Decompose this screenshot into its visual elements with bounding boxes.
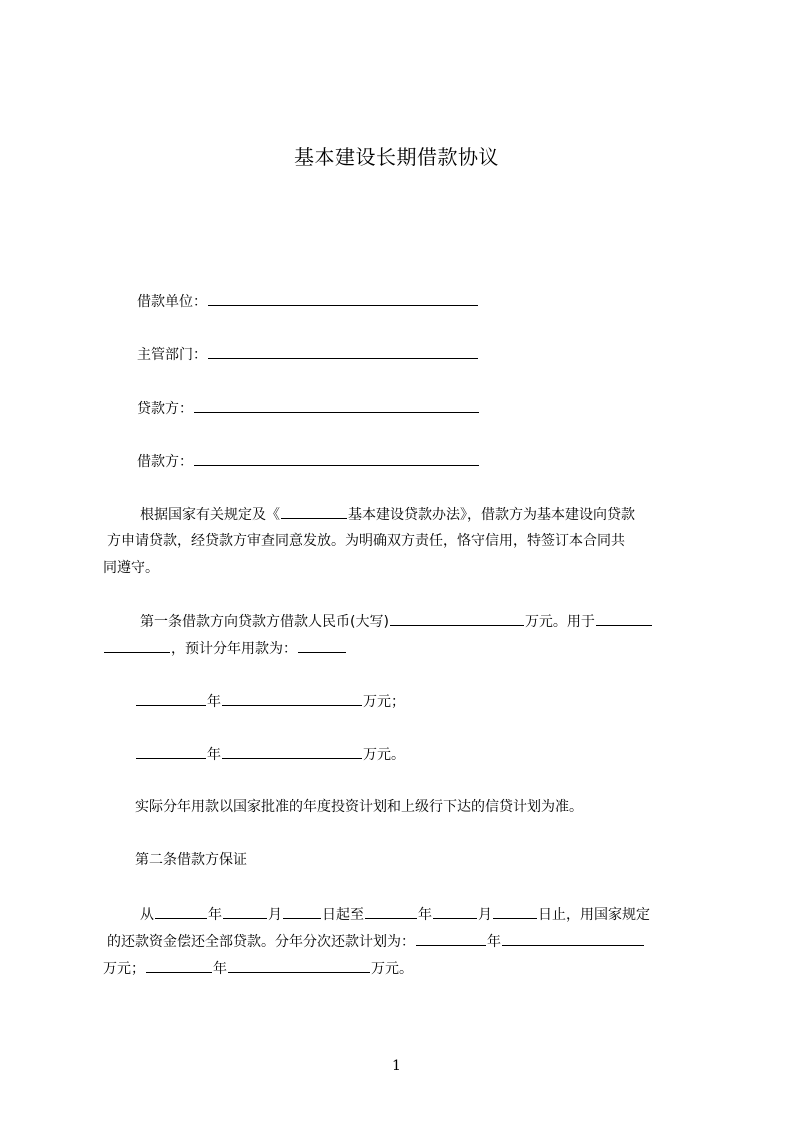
supervisor-blank[interactable] — [208, 344, 478, 359]
article1-note: 实际分年用款以国家批准的年度投资计划和上级行下达的信贷计划为准。 — [135, 799, 583, 815]
article1-line-2 — [103, 638, 347, 659]
annual-use-row-2 — [135, 744, 405, 765]
lender-label: 贷款方： — [137, 401, 193, 417]
article1-text-2: 万元。用于 — [524, 614, 595, 630]
article2-line-2 — [107, 931, 645, 952]
intro-line-2: 方申请贷款，经贷款方审查同意发放。为明确双方责任，恪守信用，特签订本合同共 — [107, 533, 625, 549]
borrower-unit-field — [137, 291, 479, 312]
year-1-label: 年 — [207, 694, 221, 710]
start-year-blank[interactable] — [155, 904, 207, 919]
document-title: 基本建设长期借款协议 — [294, 145, 499, 169]
year-2-label: 年 — [207, 747, 221, 763]
borrower-label: 借款方： — [137, 454, 193, 470]
start-year-label: 年 — [208, 907, 222, 923]
loan-amount-blank[interactable] — [390, 611, 524, 626]
repayment-plan-text: 的还款资金偿还全部贷款。分年分次还款计划为： — [107, 934, 415, 950]
from-label: 从 — [140, 907, 154, 923]
repay-amount-2-unit: 万元。 — [371, 961, 413, 977]
article2-line-3 — [103, 958, 413, 979]
repay-amount-1-unit: 万元； — [103, 961, 145, 977]
page-number: 1 — [392, 1058, 401, 1074]
supervisor-label: 主管部门： — [137, 347, 207, 363]
article1-text-3: ，预计分年用款为： — [171, 641, 297, 657]
start-day-label: 日起至 — [322, 907, 364, 923]
borrower-unit-blank[interactable] — [208, 291, 478, 306]
borrower-field — [137, 451, 480, 472]
year-1-blank[interactable] — [136, 691, 206, 706]
loan-purpose-blank[interactable] — [596, 611, 652, 626]
amount-1-blank[interactable] — [222, 691, 362, 706]
end-month-blank[interactable] — [433, 904, 477, 919]
borrower-unit-label: 借款单位： — [137, 294, 207, 310]
loan-purpose-blank-2[interactable] — [104, 638, 170, 653]
lender-blank[interactable] — [194, 398, 479, 413]
article1-line-1 — [140, 611, 653, 632]
intro-text-1: 根据国家有关规定及《 — [140, 507, 280, 523]
start-month-label: 月 — [268, 907, 282, 923]
start-day-blank[interactable] — [283, 904, 321, 919]
end-year-label: 年 — [418, 907, 432, 923]
annual-use-blank[interactable] — [298, 638, 346, 653]
article1-text-1: 第一条借款方向贷款方借款人民币(大写) — [140, 614, 389, 630]
borrower-blank[interactable] — [194, 451, 479, 466]
amount-2-unit: 万元。 — [363, 747, 405, 763]
repay-year-1-blank[interactable] — [416, 931, 486, 946]
repay-year-1-label: 年 — [487, 934, 501, 950]
end-month-label: 月 — [478, 907, 492, 923]
year-2-blank[interactable] — [136, 744, 206, 759]
end-day-blank[interactable] — [493, 904, 537, 919]
repay-amount-1-blank[interactable] — [502, 931, 644, 946]
repay-year-2-blank[interactable] — [146, 958, 212, 973]
intro-text-2: 基本建设贷款办法》，借款方为基本建设向贷款 — [348, 507, 635, 523]
repay-amount-2-blank[interactable] — [228, 958, 370, 973]
intro-line-3: 同遵守。 — [103, 560, 159, 576]
article2-line-1 — [140, 904, 650, 925]
end-day-label: 日止，用国家规定 — [538, 907, 650, 923]
intro-line-1 — [140, 504, 635, 525]
article2-heading: 第二条借款方保证 — [135, 852, 247, 868]
annual-use-row-1 — [135, 691, 405, 712]
amount-2-blank[interactable] — [222, 744, 362, 759]
intro-year-blank[interactable] — [281, 504, 347, 519]
repay-year-2-label: 年 — [213, 961, 227, 977]
end-year-blank[interactable] — [365, 904, 417, 919]
supervisor-field — [137, 344, 479, 365]
lender-field — [137, 398, 480, 419]
start-month-blank[interactable] — [223, 904, 267, 919]
amount-1-unit: 万元； — [363, 694, 405, 710]
